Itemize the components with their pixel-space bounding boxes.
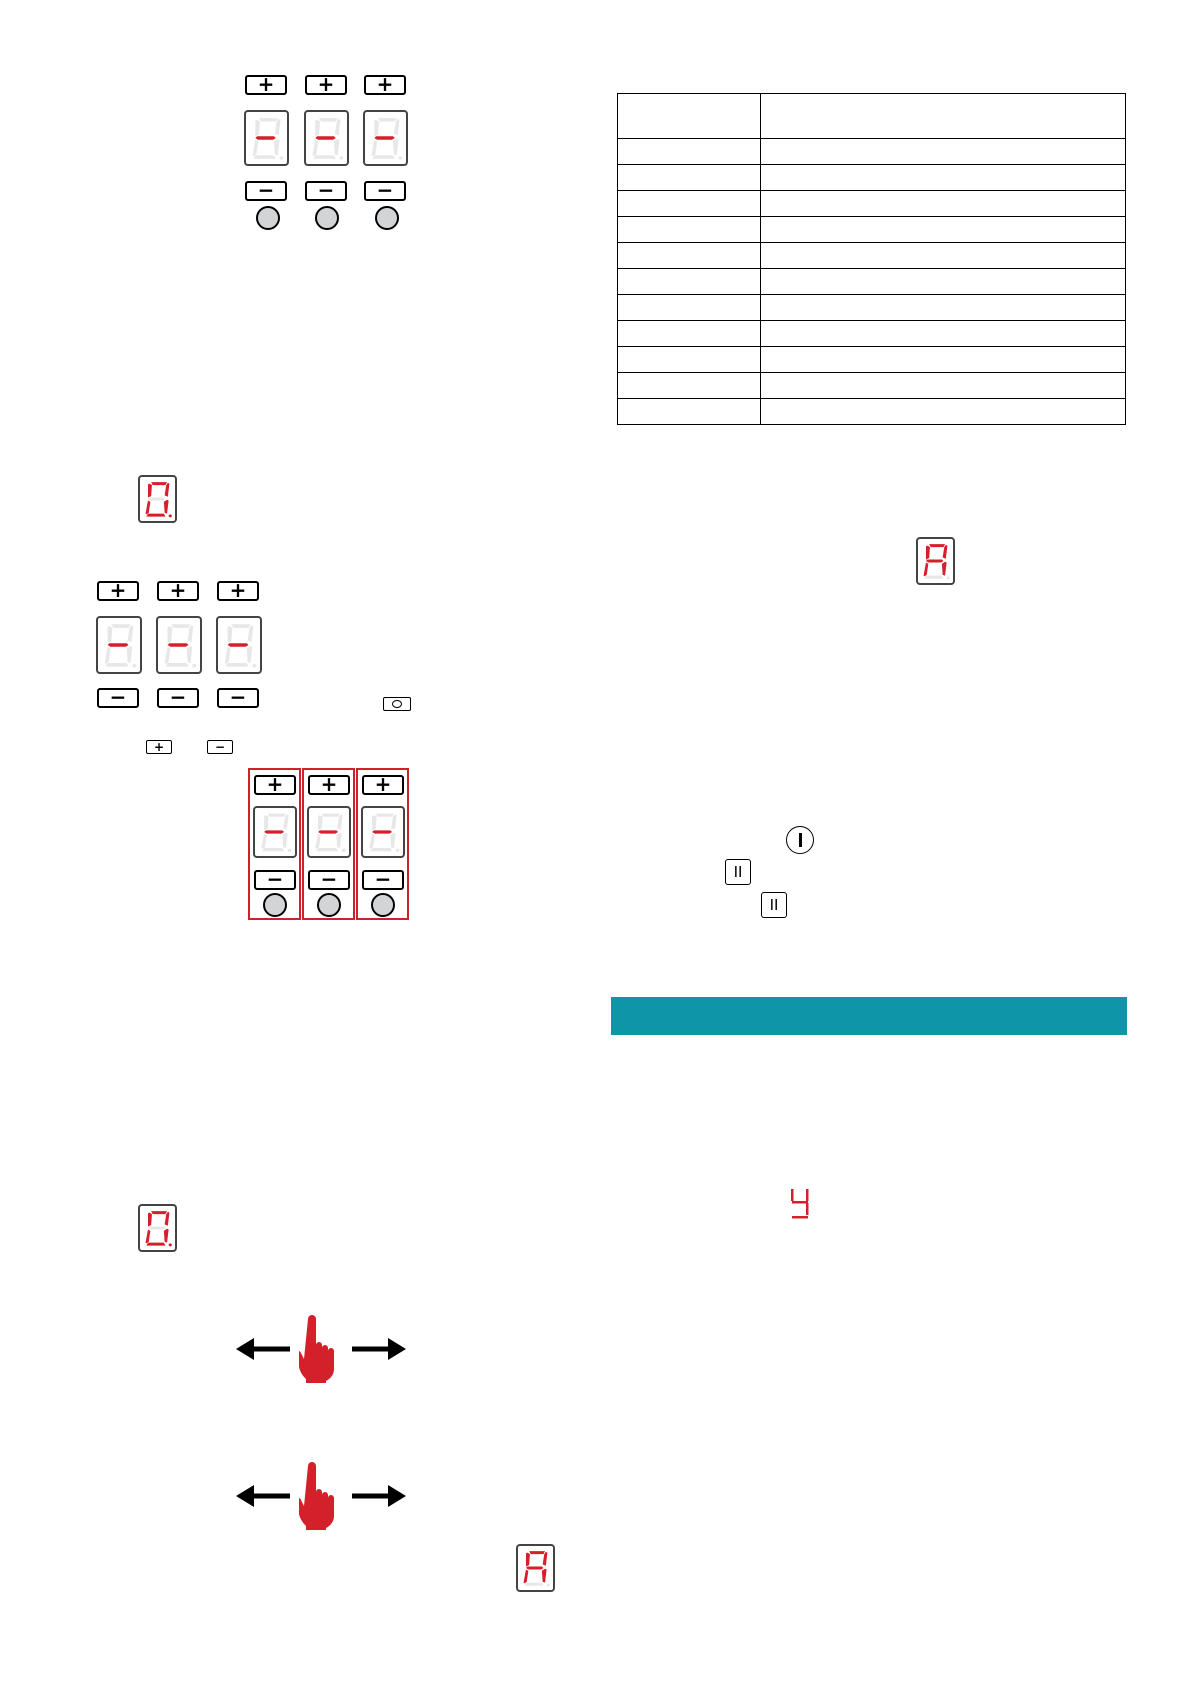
segment-a xyxy=(378,118,397,121)
segment-g xyxy=(168,643,189,647)
segment-d xyxy=(370,848,392,851)
seven-segment-display xyxy=(363,110,408,166)
segment-f xyxy=(372,815,377,830)
segment-e xyxy=(165,647,171,664)
plus-icon: + xyxy=(376,72,394,96)
arrow-right-icon xyxy=(352,1338,406,1360)
segment-c xyxy=(542,1569,547,1583)
led-indicator-icon xyxy=(371,893,395,917)
minus-button[interactable] xyxy=(364,178,406,202)
segment-f xyxy=(148,484,152,498)
segment-d xyxy=(372,155,394,158)
table-row xyxy=(618,94,1126,139)
table-cell xyxy=(761,191,1126,217)
segment-g xyxy=(315,136,336,139)
segment-a xyxy=(151,1211,167,1214)
minus-icon: − xyxy=(109,685,127,709)
segment-c xyxy=(164,1229,169,1243)
minus-icon: − xyxy=(317,178,335,202)
seven-segment-display xyxy=(96,616,142,674)
segment-d xyxy=(313,155,335,158)
seven-segment-display-auto xyxy=(916,537,955,585)
plus-icon: + xyxy=(320,772,338,796)
segment-f xyxy=(264,815,269,830)
segment-dp xyxy=(132,664,136,668)
minus-icon: − xyxy=(320,867,338,891)
plus-icon: + xyxy=(229,578,247,602)
segment-d xyxy=(524,1583,543,1586)
table-cell xyxy=(761,94,1126,139)
segment-a xyxy=(111,624,130,628)
seven-segment-y-glyph xyxy=(790,1187,810,1221)
settings-table xyxy=(617,93,1126,425)
minus-icon: − xyxy=(257,178,275,202)
segment-f xyxy=(255,120,260,136)
table-cell xyxy=(761,399,1126,425)
segment-a xyxy=(151,482,167,485)
table-cell xyxy=(761,217,1126,243)
segment-g xyxy=(926,560,944,563)
segment-f xyxy=(374,120,379,136)
minus-button[interactable] xyxy=(305,178,347,202)
power-icon[interactable] xyxy=(786,826,814,854)
plus-button[interactable] xyxy=(254,772,296,796)
arrow-left-icon xyxy=(236,1338,290,1360)
seven-segment-display-zero xyxy=(138,475,177,523)
segment-f xyxy=(526,1553,530,1567)
segment-d xyxy=(253,155,275,158)
segment-g xyxy=(148,1227,166,1230)
segment-f xyxy=(318,815,323,830)
segment-g xyxy=(372,830,392,833)
table-row xyxy=(618,139,1126,165)
table-row xyxy=(618,295,1126,321)
segment-d xyxy=(166,663,189,667)
plus-button[interactable] xyxy=(217,578,259,602)
table-cell xyxy=(761,321,1126,347)
segment-d xyxy=(316,848,338,851)
led-indicator-icon xyxy=(256,206,280,230)
plus-icon: + xyxy=(153,739,165,754)
segment-e xyxy=(253,140,259,156)
arrow-right-icon xyxy=(352,1485,406,1507)
minus-icon: − xyxy=(214,739,226,754)
table-row xyxy=(618,321,1126,347)
segment-f xyxy=(315,120,320,136)
table-row xyxy=(618,243,1126,269)
segment-a xyxy=(376,814,394,817)
table-row xyxy=(618,217,1126,243)
segment-e xyxy=(315,834,320,849)
segment-f xyxy=(168,626,173,643)
plus-button[interactable] xyxy=(364,72,406,96)
table-cell xyxy=(618,399,761,425)
segment-c xyxy=(336,833,341,848)
table-cell xyxy=(761,243,1126,269)
hand-pointer-icon xyxy=(299,1462,339,1530)
segment-c xyxy=(393,139,399,155)
segment-e xyxy=(524,1569,529,1583)
plus-button[interactable] xyxy=(157,578,199,602)
pause-icon[interactable]: II xyxy=(761,892,787,918)
table-cell xyxy=(761,139,1126,165)
minus-button[interactable] xyxy=(157,685,199,709)
segment-e xyxy=(146,1229,151,1243)
segment-d xyxy=(924,576,943,579)
table-cell xyxy=(761,347,1126,373)
arrow-left-icon xyxy=(236,1485,290,1507)
seven-segment-display xyxy=(253,806,297,858)
segment-a xyxy=(929,544,945,547)
table-cell xyxy=(618,295,761,321)
segment-c xyxy=(942,562,947,576)
segment-a xyxy=(322,814,340,817)
minus-button[interactable] xyxy=(245,178,287,202)
seven-segment-display xyxy=(304,110,349,166)
table-cell xyxy=(761,269,1126,295)
table-cell xyxy=(618,139,761,165)
minus-icon: − xyxy=(266,867,284,891)
minus-button[interactable] xyxy=(308,867,350,891)
segment-c xyxy=(282,833,287,848)
segment-dp xyxy=(342,849,346,852)
segment-e xyxy=(146,500,151,514)
segment-a xyxy=(268,814,286,817)
plus-button[interactable] xyxy=(305,72,347,96)
table-row xyxy=(618,347,1126,373)
table-cell xyxy=(618,94,761,139)
table-cell xyxy=(618,347,761,373)
segment-c xyxy=(247,646,253,663)
seven-segment-display-zero xyxy=(138,1204,177,1252)
table-row xyxy=(618,269,1126,295)
segment-e xyxy=(313,140,319,156)
led-indicator-icon xyxy=(315,206,339,230)
segment-dp xyxy=(947,576,950,579)
segment-dp xyxy=(288,849,292,852)
plus-icon: + xyxy=(109,578,127,602)
segment-f xyxy=(148,1213,152,1227)
segment-c xyxy=(127,646,133,663)
minus-icon: − xyxy=(376,178,394,202)
led-indicator-icon xyxy=(263,893,287,917)
plus-button[interactable] xyxy=(245,72,287,96)
table-cell xyxy=(761,295,1126,321)
table-cell xyxy=(618,191,761,217)
segment-dp xyxy=(547,1583,550,1586)
minus-icon: − xyxy=(229,685,247,709)
segment-g xyxy=(148,498,166,501)
plus-icon: + xyxy=(257,72,275,96)
segment-c xyxy=(390,833,395,848)
table-cell xyxy=(618,373,761,399)
table-row xyxy=(618,191,1126,217)
segment-a xyxy=(231,624,250,628)
seven-segment-display xyxy=(361,806,405,858)
table-row xyxy=(618,373,1126,399)
plus-icon: + xyxy=(317,72,335,96)
table-cell xyxy=(618,165,761,191)
segment-e xyxy=(225,647,231,664)
segment-e xyxy=(261,834,266,849)
timer-icon[interactable] xyxy=(383,697,411,711)
segment-d xyxy=(262,848,284,851)
segment-dp xyxy=(399,156,403,159)
segment-g xyxy=(318,830,338,833)
segment-g xyxy=(526,1567,544,1570)
minus-icon: − xyxy=(374,867,392,891)
table-cell xyxy=(761,165,1126,191)
pause-icon[interactable]: II xyxy=(725,859,751,885)
segment-d xyxy=(146,1243,165,1246)
segment-dp xyxy=(169,514,172,517)
table-row xyxy=(618,165,1126,191)
plus-button[interactable] xyxy=(362,772,404,796)
section-header-bar xyxy=(611,997,1127,1035)
segment-a xyxy=(259,118,278,121)
segment-a xyxy=(171,624,190,628)
minus-button-inline xyxy=(207,740,233,754)
segment-e xyxy=(372,140,378,156)
segment-c xyxy=(187,646,193,663)
plus-button-inline xyxy=(146,740,172,754)
segment-a xyxy=(319,118,338,121)
plus-icon: + xyxy=(169,578,187,602)
plus-button[interactable] xyxy=(97,578,139,602)
seven-segment-display xyxy=(307,806,351,858)
minus-button[interactable] xyxy=(217,685,259,709)
segment-c xyxy=(274,139,280,155)
segment-dp xyxy=(340,156,344,159)
segment-d xyxy=(146,514,165,517)
segment-dp xyxy=(252,664,256,668)
segment-dp xyxy=(192,664,196,668)
seven-segment-display-auto xyxy=(516,1544,555,1592)
plus-button[interactable] xyxy=(308,772,350,796)
segment-e xyxy=(369,834,374,849)
segment-dp xyxy=(396,849,400,852)
segment-a xyxy=(529,1551,545,1554)
plus-icon: + xyxy=(374,772,392,796)
segment-f xyxy=(926,546,930,560)
segment-c xyxy=(164,500,169,514)
table-cell xyxy=(618,217,761,243)
table-cell xyxy=(618,269,761,295)
seven-segment-display xyxy=(216,616,262,674)
minus-button[interactable] xyxy=(254,867,296,891)
segment-g xyxy=(264,830,284,833)
segment-dp xyxy=(280,156,284,159)
table-row xyxy=(618,399,1126,425)
segment-c xyxy=(334,139,340,155)
table-cell xyxy=(618,243,761,269)
segment-g xyxy=(374,136,395,139)
segment-e xyxy=(105,647,111,664)
segment-e xyxy=(924,562,929,576)
segment-g xyxy=(255,136,276,139)
segment-d xyxy=(106,663,129,667)
segment-f xyxy=(108,626,113,643)
led-indicator-icon xyxy=(317,893,341,917)
segment-d xyxy=(226,663,249,667)
segment-f xyxy=(228,626,233,643)
table-cell xyxy=(761,373,1126,399)
led-indicator-icon xyxy=(375,206,399,230)
segment-dp xyxy=(169,1243,172,1246)
minus-button[interactable] xyxy=(362,867,404,891)
hand-pointer-icon xyxy=(299,1315,339,1383)
seven-segment-display xyxy=(244,110,289,166)
plus-icon: + xyxy=(266,772,284,796)
minus-icon: − xyxy=(169,685,187,709)
minus-button[interactable] xyxy=(97,685,139,709)
segment-g xyxy=(108,643,129,647)
seven-segment-display xyxy=(156,616,202,674)
segment-g xyxy=(228,643,249,647)
table-cell xyxy=(618,321,761,347)
